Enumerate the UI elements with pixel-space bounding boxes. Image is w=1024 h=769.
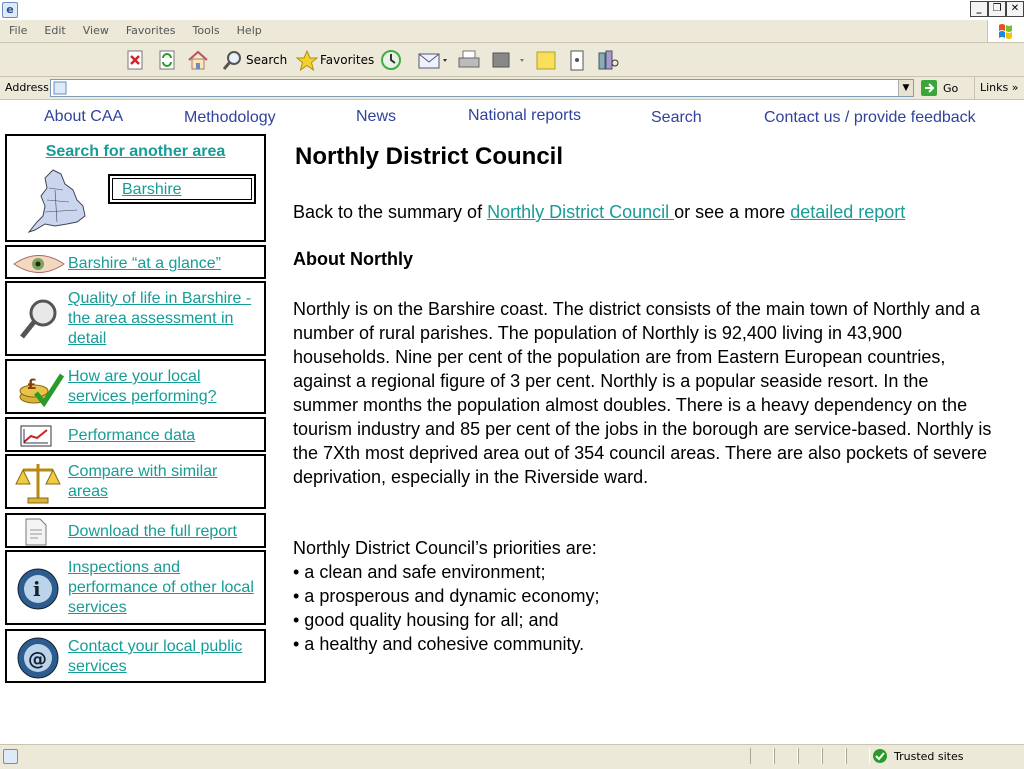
research-button[interactable] <box>596 48 620 72</box>
page-icon <box>52 80 68 96</box>
menu-help[interactable]: Help <box>236 24 262 37</box>
search-button[interactable] <box>220 48 287 72</box>
contact-services-link[interactable]: Contact your local public services <box>68 638 243 675</box>
menu-favorites[interactable]: Favorites <box>125 24 176 37</box>
ie-app-icon: e <box>2 2 18 18</box>
page-status-icon <box>3 749 18 764</box>
research-icon <box>596 49 620 71</box>
trusted-check-icon <box>872 748 888 764</box>
menu-tools[interactable]: Tools <box>192 24 220 37</box>
print-icon <box>456 49 482 71</box>
nav-news[interactable]: News <box>356 108 397 125</box>
eye-icon <box>12 253 66 275</box>
home-icon <box>186 49 210 71</box>
home-button[interactable] <box>186 48 210 72</box>
close-button[interactable]: ✕ <box>1006 1 1024 17</box>
detailed-report-link[interactable]: detailed report <box>790 202 906 222</box>
about-heading: About Northly <box>293 249 413 269</box>
go-button[interactable] <box>920 79 958 97</box>
priority-item: • a healthy and cohesive community. <box>293 634 585 654</box>
favorites-button[interactable] <box>294 48 374 72</box>
mail-icon <box>416 49 450 71</box>
sidebar-item-download-report[interactable] <box>5 513 266 548</box>
title-bar <box>0 0 1024 21</box>
svg-text:@: @ <box>28 648 47 670</box>
toolbar <box>0 43 1024 77</box>
favorites-star-icon <box>294 49 320 71</box>
page-content <box>0 100 1024 744</box>
about-paragraph: Northly is on the Barshire coast. The district consists of the main town of Northly and a number of rural parishes. The population of Northly is 92,400 living in 43,900 households. Nine per cent of the population are from Eastern European countries, against a regional figure of 3 per cent. Northly is a popular seaside resort. In the summer months the population almost doubles. There is a heavy dependency on the tourism industry and 85 per cent of the jobs in the borough are service-based. Northly is the 7Xth most deprived area out of 354 council areas. There are also pockets of severe deprivation, especially in the Riverside ward. <box>293 299 992 487</box>
search-another-area-link[interactable]: Search for another area <box>45 143 226 160</box>
magnifier-icon <box>17 297 61 343</box>
page-title: Northly District Council <box>295 143 564 170</box>
status-panel <box>798 748 822 764</box>
security-zone <box>872 747 964 765</box>
sidebar-item-compare-areas[interactable] <box>5 454 266 509</box>
sidebar-item-quality-of-life[interactable] <box>5 281 266 356</box>
address-input[interactable] <box>50 79 914 97</box>
status-bar <box>0 744 1024 769</box>
svg-text:i: i <box>33 577 41 601</box>
quality-of-life-link[interactable]: Quality of life in Barshire - the area assessment in detail <box>68 290 252 347</box>
search-label: Search <box>246 53 288 67</box>
mail-button[interactable] <box>416 48 450 72</box>
services-performing-link[interactable]: How are your local services performing? <box>68 368 217 405</box>
nav-national-reports[interactable]: National reports <box>468 107 581 124</box>
messenger-icon <box>566 49 588 71</box>
stop-icon <box>124 49 146 71</box>
priorities-intro: Northly District Council’s priorities are: <box>293 538 597 558</box>
back-line <box>293 202 905 223</box>
priority-item: • good quality housing for all; and <box>293 610 559 630</box>
area-search-box <box>5 134 266 242</box>
status-panel <box>774 748 798 764</box>
search-icon <box>220 49 246 71</box>
restore-button[interactable]: ❐ <box>988 1 1006 17</box>
priority-item: • a clean and safe environment; <box>293 562 546 582</box>
sidebar-item-services-performing[interactable] <box>5 359 266 414</box>
england-map-icon <box>25 166 91 238</box>
back-middle: or see a more <box>674 202 791 222</box>
status-panel <box>822 748 846 764</box>
scales-icon <box>13 460 63 506</box>
status-panel <box>750 748 774 764</box>
nav-about-caa[interactable]: About CAA <box>44 108 124 125</box>
refresh-button[interactable] <box>156 48 178 72</box>
minimize-button[interactable]: _ <box>970 1 988 17</box>
back-prefix: Back to the summary of <box>293 202 488 222</box>
sidebar-item-contact-services[interactable] <box>5 629 266 683</box>
windows-logo-icon <box>987 20 1024 42</box>
history-button[interactable] <box>378 48 404 72</box>
links-label: Links <box>980 81 1009 94</box>
edit-button[interactable] <box>490 48 530 72</box>
at-icon <box>16 636 60 680</box>
favorites-label: Favorites <box>320 53 375 67</box>
menu-edit[interactable]: Edit <box>44 24 66 37</box>
download-report-link[interactable]: Download the full report <box>68 523 237 540</box>
money-check-icon <box>12 367 66 409</box>
chart-icon <box>19 424 53 448</box>
sidebar-item-performance-data[interactable] <box>5 417 266 452</box>
inspections-link[interactable]: Inspections and performance of other local services <box>68 559 254 616</box>
messenger-button[interactable] <box>566 48 588 72</box>
at-a-glance-link[interactable]: Barshire “at a glance” <box>68 255 221 272</box>
zone-label: Trusted sites <box>894 749 964 763</box>
menu-bar <box>0 20 1024 43</box>
history-icon <box>378 49 404 71</box>
menu-file[interactable]: File <box>9 24 28 37</box>
nav-methodology[interactable]: Methodology <box>184 109 276 126</box>
go-arrow-icon <box>920 79 938 97</box>
links-chevron: » <box>1011 81 1019 94</box>
summary-link[interactable]: Northly District Council <box>487 202 675 222</box>
address-label: Address <box>5 81 49 94</box>
info-icon <box>16 567 60 611</box>
priority-item: • a prosperous and dynamic economy; <box>293 586 600 606</box>
status-panel <box>846 748 870 764</box>
nav-contact[interactable]: Contact us / provide feedback <box>764 109 976 126</box>
sidebar-item-at-a-glance[interactable] <box>5 245 266 279</box>
menu-view[interactable]: View <box>82 24 109 37</box>
refresh-icon <box>156 49 178 71</box>
address-dropdown-button[interactable]: ▼ <box>898 80 913 96</box>
compare-areas-link[interactable]: Compare with similar areas <box>68 463 218 500</box>
area-search-value[interactable]: Barshire <box>122 181 182 198</box>
document-icon <box>23 518 49 547</box>
links-button[interactable] <box>974 77 1024 99</box>
stop-button[interactable] <box>124 48 146 72</box>
edit-icon <box>490 49 530 71</box>
address-bar <box>0 77 1024 100</box>
print-button[interactable] <box>456 48 482 72</box>
sidebar-item-inspections[interactable] <box>5 550 266 625</box>
performance-data-link[interactable]: Performance data <box>68 427 196 444</box>
priorities-block <box>293 536 993 656</box>
nav-search[interactable]: Search <box>651 109 702 126</box>
discuss-button[interactable] <box>534 48 558 72</box>
go-label: Go <box>943 81 959 95</box>
svg-text:£: £ <box>27 377 37 393</box>
note-icon <box>534 49 558 71</box>
area-search-field[interactable] <box>108 174 256 204</box>
